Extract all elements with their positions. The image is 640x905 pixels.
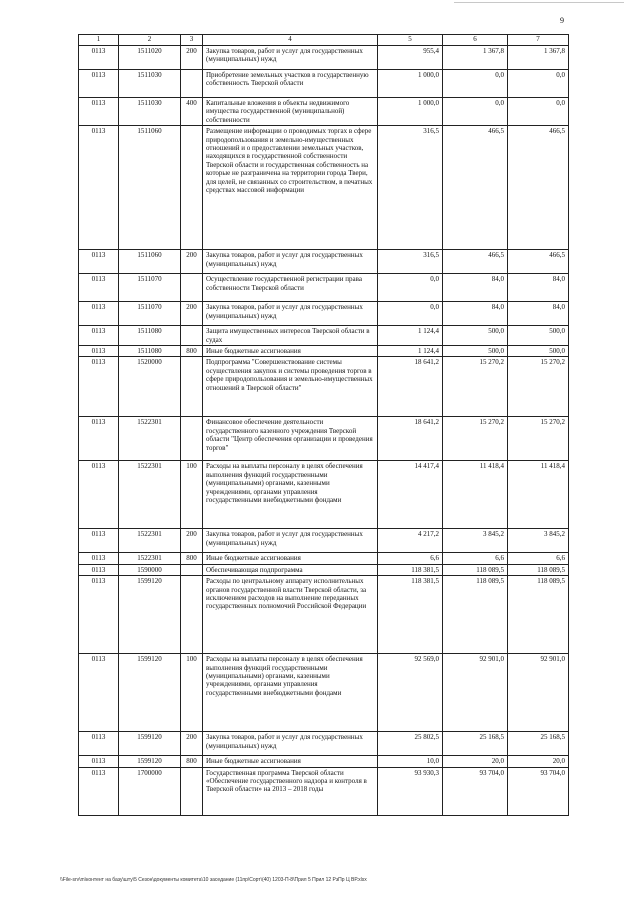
value-col-7: 25 168,5: [508, 732, 569, 756]
value-col-6: 84,0: [443, 302, 508, 326]
section-code: 0113: [79, 553, 119, 564]
expense-type: [181, 576, 203, 654]
description: Расходы по центральному аппарату исполнительных органов государственной власти Тверской области, за исключением расходов на выполнение переданных государственных полномочий Российской Федерации: [203, 576, 378, 654]
value-col-7: 0,0: [508, 70, 569, 98]
table-row: [79, 274, 569, 302]
section-code: 0113: [79, 302, 119, 326]
description: Размещение информации о проводимых торгах в сфере природопользования и земельно-имущественных отношений и о предоставлении земельных участков, находящихся в государственной собственности Тверской области и государственная собственность на которые не разграничена на территории города Твери, для целей, не связанных со строительством, в печатных средствах массовой информации: [203, 126, 378, 250]
col-header-5: 5: [378, 35, 443, 46]
file-path-footer: \\File-srv\m\контент на базу\шту\5 Сезон\документы комитета\10 заседание (11пр\Сорт\(40) 1203-П-8\Прил 5 Прил 12 РзПр Ц ВР.xlsx: [60, 877, 367, 883]
section-code: 0113: [79, 126, 119, 250]
value-col-7: 15 270,2: [508, 417, 569, 461]
target-code: 1522301: [119, 417, 181, 461]
value-col-5: 118 381,5: [378, 576, 443, 654]
table-row: [79, 461, 569, 529]
value-col-6: 3 845,2: [443, 529, 508, 553]
value-col-6: 500,0: [443, 345, 508, 356]
col-header-2: 2: [119, 35, 181, 46]
section-code: 0113: [79, 461, 119, 529]
table-row: [79, 126, 569, 250]
value-col-6: 118 089,5: [443, 576, 508, 654]
value-col-7: 500,0: [508, 345, 569, 356]
target-code: 1522301: [119, 529, 181, 553]
table-row: [79, 250, 569, 274]
expense-type: [181, 564, 203, 575]
value-col-7: 84,0: [508, 302, 569, 326]
value-col-5: 10,0: [378, 756, 443, 767]
expense-type: 800: [181, 345, 203, 356]
table-row: [79, 302, 569, 326]
value-col-6: 15 270,2: [443, 357, 508, 417]
value-col-5: 6,6: [378, 553, 443, 564]
value-col-6: 466,5: [443, 250, 508, 274]
value-col-6: 466,5: [443, 126, 508, 250]
section-code: 0113: [79, 732, 119, 756]
value-col-6: 0,0: [443, 70, 508, 98]
section-code: 0113: [79, 529, 119, 553]
value-col-7: 84,0: [508, 274, 569, 302]
value-col-5: 0,0: [378, 302, 443, 326]
description: Закупка товаров, работ и услуг для государственных (муниципальных) нужд: [203, 302, 378, 326]
target-code: 1511070: [119, 274, 181, 302]
value-col-7: 466,5: [508, 250, 569, 274]
target-code: 1511030: [119, 98, 181, 126]
description: Финансовое обеспечение деятельности государственного казенного учреждения Тверской области "Центр обеспечения организации и проведения торгов": [203, 417, 378, 461]
description: Закупка товаров, работ и услуг для государственных (муниципальных) нужд: [203, 250, 378, 274]
table-row: [79, 345, 569, 356]
top-rule: [454, 2, 624, 3]
value-col-5: 316,5: [378, 126, 443, 250]
col-header-3: 3: [181, 35, 203, 46]
section-code: 0113: [79, 654, 119, 732]
value-col-7: 3 845,2: [508, 529, 569, 553]
target-code: 1511060: [119, 250, 181, 274]
table-row: [79, 732, 569, 756]
section-code: 0113: [79, 345, 119, 356]
budget-table: [78, 34, 569, 816]
expense-type: [181, 70, 203, 98]
description: Иные бюджетные ассигнования: [203, 756, 378, 767]
value-col-7: 93 704,0: [508, 767, 569, 815]
value-col-7: 92 901,0: [508, 654, 569, 732]
value-col-6: 93 704,0: [443, 767, 508, 815]
expense-type: [181, 326, 203, 346]
expense-type: 800: [181, 756, 203, 767]
value-col-6: 15 270,2: [443, 417, 508, 461]
description: Закупка товаров, работ и услуг для государственных (муниципальных) нужд: [203, 46, 378, 70]
value-col-5: 18 641,2: [378, 357, 443, 417]
value-col-7: 1 367,8: [508, 46, 569, 70]
section-code: 0113: [79, 756, 119, 767]
table-row: [79, 767, 569, 815]
target-code: 1590000: [119, 564, 181, 575]
target-code: 1700000: [119, 767, 181, 815]
target-code: 1511060: [119, 126, 181, 250]
value-col-6: 6,6: [443, 553, 508, 564]
target-code: 1511080: [119, 345, 181, 356]
target-code: 1520000: [119, 357, 181, 417]
value-col-6: 84,0: [443, 274, 508, 302]
value-col-7: 466,5: [508, 126, 569, 250]
value-col-5: 93 930,3: [378, 767, 443, 815]
table-row: [79, 564, 569, 575]
section-code: 0113: [79, 274, 119, 302]
value-col-5: 1 000,0: [378, 98, 443, 126]
table-row: [79, 756, 569, 767]
description: Государственная программа Тверской области «Обеспечение государственного надзора и контроля в Тверской области» на 2013 – 2018 годы: [203, 767, 378, 815]
section-code: 0113: [79, 357, 119, 417]
target-code: 1511080: [119, 326, 181, 346]
target-code: 1599120: [119, 732, 181, 756]
header-row: [79, 35, 569, 46]
value-col-5: 1 124,4: [378, 326, 443, 346]
target-code: 1599120: [119, 576, 181, 654]
table-row: [79, 654, 569, 732]
expense-type: [181, 417, 203, 461]
expense-type: 200: [181, 732, 203, 756]
description: Обеспечивающая подпрограмма: [203, 564, 378, 575]
description: Закупка товаров, работ и услуг для государственных (муниципальных) нужд: [203, 529, 378, 553]
expense-type: [181, 767, 203, 815]
value-col-6: 500,0: [443, 326, 508, 346]
value-col-6: 0,0: [443, 98, 508, 126]
value-col-7: 20,0: [508, 756, 569, 767]
section-code: 0113: [79, 564, 119, 575]
description: Приобретение земельных участков в государственную собственность Тверской области: [203, 70, 378, 98]
value-col-6: 92 901,0: [443, 654, 508, 732]
description: Осуществление государственной регистрации права собственности Тверской области: [203, 274, 378, 302]
value-col-5: 316,5: [378, 250, 443, 274]
section-code: 0113: [79, 767, 119, 815]
value-col-7: 11 418,4: [508, 461, 569, 529]
table-row: [79, 326, 569, 346]
target-code: 1599120: [119, 756, 181, 767]
value-col-5: 0,0: [378, 274, 443, 302]
expense-type: 800: [181, 553, 203, 564]
section-code: 0113: [79, 576, 119, 654]
expense-type: [181, 274, 203, 302]
table-row: [79, 46, 569, 70]
table-row: [79, 98, 569, 126]
value-col-5: 4 217,2: [378, 529, 443, 553]
description: Защита имущественных интересов Тверской области в судах: [203, 326, 378, 346]
value-col-5: 25 802,5: [378, 732, 443, 756]
value-col-5: 14 417,4: [378, 461, 443, 529]
target-code: 1522301: [119, 461, 181, 529]
description: Расходы на выплаты персоналу в целях обеспечения выполнения функций государственными (муниципальными) органами, казенными учреждениями, органами управления государственными внебюджетными фондами: [203, 654, 378, 732]
expense-type: 200: [181, 46, 203, 70]
target-code: 1511070: [119, 302, 181, 326]
value-col-5: 18 641,2: [378, 417, 443, 461]
value-col-7: 118 089,5: [508, 576, 569, 654]
value-col-5: 1 124,4: [378, 345, 443, 356]
value-col-6: 11 418,4: [443, 461, 508, 529]
description: Иные бюджетные ассигнования: [203, 345, 378, 356]
table-row: [79, 70, 569, 98]
value-col-5: 92 569,0: [378, 654, 443, 732]
description: Закупка товаров, работ и услуг для государственных (муниципальных) нужд: [203, 732, 378, 756]
target-code: 1599120: [119, 654, 181, 732]
value-col-7: 15 270,2: [508, 357, 569, 417]
table-row: [79, 417, 569, 461]
section-code: 0113: [79, 46, 119, 70]
expense-type: 200: [181, 302, 203, 326]
section-code: 0113: [79, 250, 119, 274]
value-col-6: 118 089,5: [443, 564, 508, 575]
section-code: 0113: [79, 70, 119, 98]
expense-type: 200: [181, 529, 203, 553]
expense-type: [181, 126, 203, 250]
expense-type: 400: [181, 98, 203, 126]
target-code: 1511020: [119, 46, 181, 70]
target-code: 1522301: [119, 553, 181, 564]
page-number: 9: [560, 16, 564, 25]
target-code: 1511030: [119, 70, 181, 98]
section-code: 0113: [79, 326, 119, 346]
col-header-4: 4: [203, 35, 378, 46]
value-col-6: 1 367,8: [443, 46, 508, 70]
description: Подпрограмма "Совершенствование системы осуществления закупок и системы проведения торгов в сфере природопользования и земельно-имущественных отношений в Тверской области": [203, 357, 378, 417]
col-header-1: 1: [79, 35, 119, 46]
value-col-7: 6,6: [508, 553, 569, 564]
value-col-6: 20,0: [443, 756, 508, 767]
value-col-5: 1 000,0: [378, 70, 443, 98]
table-row: [79, 357, 569, 417]
value-col-5: 955,4: [378, 46, 443, 70]
value-col-6: 25 168,5: [443, 732, 508, 756]
col-header-7: 7: [508, 35, 569, 46]
table-row: [79, 553, 569, 564]
table-row: [79, 576, 569, 654]
description: Капитальные вложения в объекты недвижимого имущества государственной (муниципальной) собственности: [203, 98, 378, 126]
description: Иные бюджетные ассигнования: [203, 553, 378, 564]
section-code: 0113: [79, 98, 119, 126]
description: Расходы на выплаты персоналу в целях обеспечения выполнения функций государственными (муниципальными) органами, казенными учреждениями, органами управления государственными внебюджетными фондами: [203, 461, 378, 529]
value-col-5: 118 381,5: [378, 564, 443, 575]
section-code: 0113: [79, 417, 119, 461]
value-col-7: 0,0: [508, 98, 569, 126]
expense-type: [181, 357, 203, 417]
expense-type: 100: [181, 461, 203, 529]
expense-type: 200: [181, 250, 203, 274]
expense-type: 100: [181, 654, 203, 732]
table-row: [79, 529, 569, 553]
value-col-7: 500,0: [508, 326, 569, 346]
col-header-6: 6: [443, 35, 508, 46]
value-col-7: 118 089,5: [508, 564, 569, 575]
